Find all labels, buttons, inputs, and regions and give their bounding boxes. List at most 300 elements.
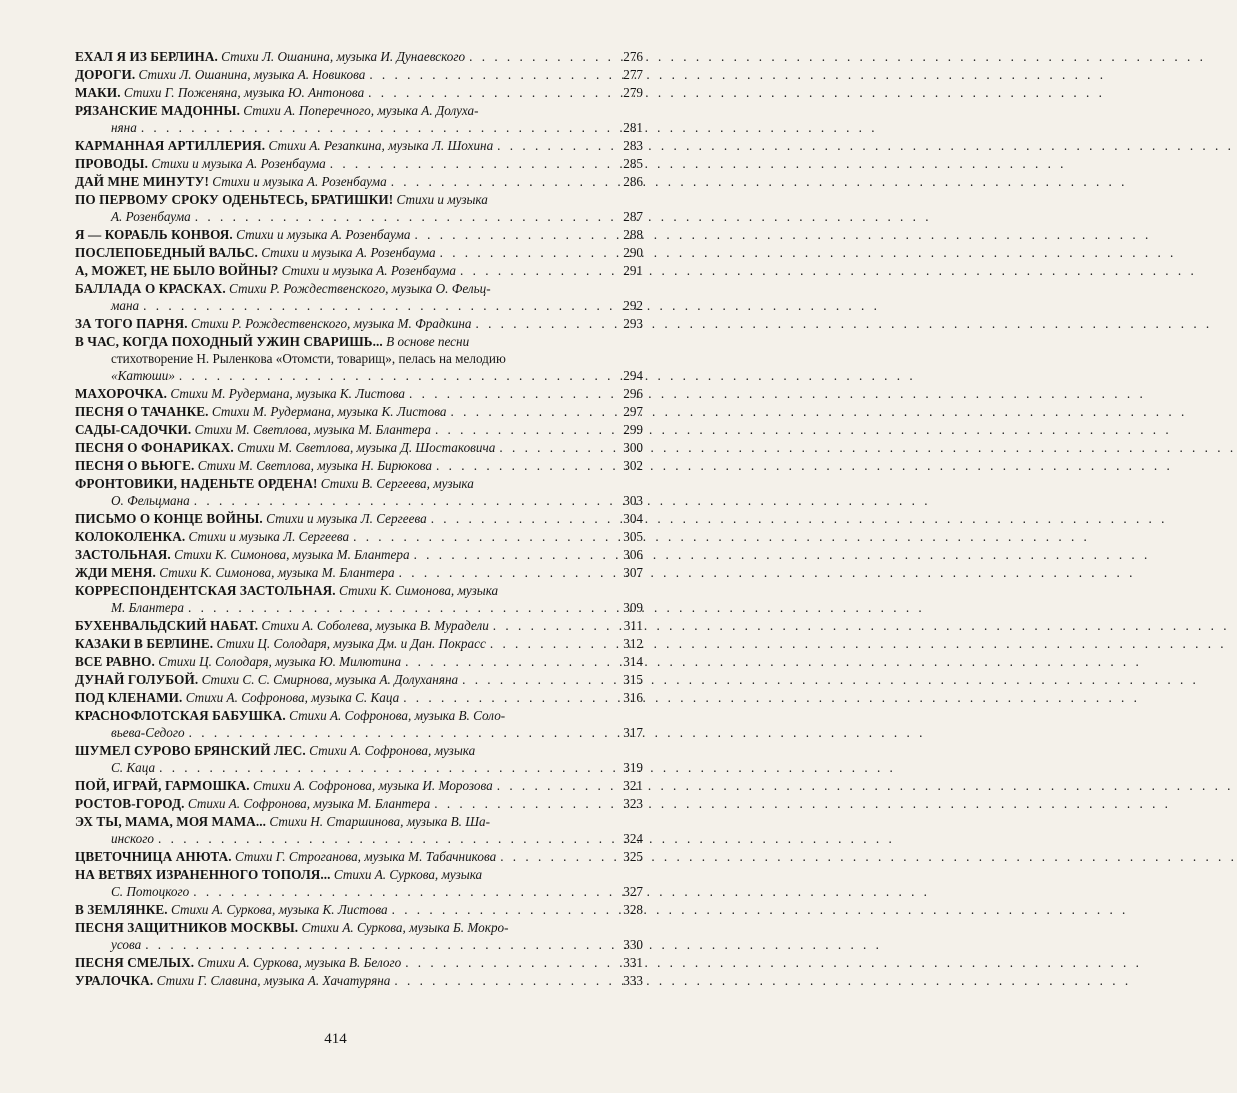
page-reference: 285 [623,156,643,171]
entry-continuation: няна [111,120,137,135]
song-title: КАРМАННАЯ АРТИЛЛЕРИЯ. [75,138,266,153]
song-credit: Стихи Ц. Солодаря, музыка Дм. и Дан. Покрасс [216,636,486,651]
leader-dots [330,155,609,172]
page-reference: 305 [623,529,643,544]
leader-dots [462,671,609,688]
page-reference: 281 [623,120,643,135]
song-title: РЯЗАНСКИЕ МАДОННЫ. [75,103,240,118]
toc-line [75,919,643,936]
song-credit: Стихи А. Софронова, музыка М. Блантера [187,796,431,811]
entry-text [75,315,471,332]
entry-text [75,848,496,865]
entry-text [75,919,509,936]
song-title: ПИСЬМО О КОНЦЕ ВОЙНЫ. [75,511,263,526]
page-reference: 309 [623,600,643,615]
page-reference: 303 [623,493,643,508]
toc-entry [75,48,643,65]
song-credit: Стихи М. Светлова, музыка М. Блантера [194,422,431,437]
song-title: ДАЙ МНЕ МИНУТУ! [75,174,209,189]
toc-entry [75,244,643,261]
page-reference: 300 [623,440,643,455]
toc-line [75,510,643,527]
page-reference: 306 [623,547,643,562]
toc-line [75,777,643,794]
toc-entry [75,439,643,456]
leader-dots [405,954,609,971]
entry-text [75,901,388,918]
song-credit: Стихи К. Симонова, музыка [338,583,499,598]
song-title: ЕХАЛ Я ИЗ БЕРЛИНА. [75,49,218,64]
leader-dots [143,297,609,314]
entry-text [75,439,495,456]
song-title: ПЕСНЯ О ВЬЮГЕ. [75,458,195,473]
entry-continuation: усова [111,937,142,952]
toc-line [75,439,643,456]
toc-line [75,492,643,509]
song-title: ЖДИ МЕНЯ. [75,565,156,580]
song-credit: Стихи С. С. Смирнова, музыка А. Долуханяна [201,672,459,687]
entry-text [75,707,505,724]
entry-continuation: А. Розенбаума [111,209,191,224]
toc-line [75,403,643,420]
page-reference: 324 [623,831,643,846]
toc-line [75,119,643,136]
song-credit: Стихи А. Суркова, музыка Б. Мокро- [301,920,509,935]
entry-text [75,546,410,563]
entry-text [75,954,401,971]
song-title: КРАСНОФЛОТСКАЯ БАБУШКА. [75,708,286,723]
page-reference: 292 [623,298,643,313]
leader-dots [353,528,609,545]
song-title: ПЕСНЯ О ТАЧАНКЕ. [75,404,209,419]
leader-dots [369,66,609,83]
page-reference: 287 [623,209,643,224]
song-credit: В основе песни [386,334,470,349]
leader-dots [435,421,609,438]
toc-line [75,582,643,599]
leader-dots [436,457,609,474]
toc-entry [75,385,643,402]
song-credit: Стихи Л. Ошанина, музыка А. Новикова [138,67,366,82]
entry-text [75,333,469,350]
toc-line [75,102,643,119]
toc-line [75,297,643,314]
toc-entry [75,137,643,154]
entry-text [75,866,482,883]
toc-entry [75,475,643,509]
toc-entry [75,102,643,136]
entry-continuation: О. Фельцмана [111,493,190,508]
toc-line [75,724,643,741]
entry-text [75,173,387,190]
leader-dots [193,883,609,900]
page-reference: 328 [623,902,643,917]
toc-entry [75,280,643,314]
song-title: ШУМЕЛ СУРОВО БРЯНСКИЙ ЛЕС. [75,743,306,758]
entry-text [75,582,498,599]
song-credit: Стихи К. Симонова, музыка М. Блантера [159,565,395,580]
toc-line [75,617,643,634]
leader-dots [194,492,609,509]
leader-dots [497,777,609,794]
song-title: А, МОЖЕТ, НЕ БЫЛО ВОЙНЫ? [75,263,279,278]
toc-line [75,954,643,971]
leader-dots [475,315,609,332]
entry-continuation: инского [111,831,154,846]
entry-text [75,972,390,989]
song-credit: Стихи и музыка А. Розенбаума [261,245,436,260]
song-title: ЗА ТОГО ПАРНЯ. [75,316,188,331]
leader-dots [493,617,609,634]
toc-entry [75,528,643,545]
leader-dots [188,599,609,616]
page-reference: 276 [623,49,643,64]
leader-dots [499,439,609,456]
toc-entry [75,226,643,243]
song-credit: Стихи Р. Рождественского, музыка М. Фрадкина [190,316,472,331]
song-credit: Стихи А. Софронова, музыка [309,743,476,758]
leader-dots [490,635,609,652]
page-reference: 283 [623,138,643,153]
toc-entry [75,191,643,225]
song-credit: Стихи Г. Поженяна, музыка Ю. Антонова [123,85,365,100]
page-reference: 290 [623,245,643,260]
toc-line [75,208,643,225]
toc-entry [75,617,643,634]
toc-line [75,707,643,724]
entry-text [75,528,349,545]
page-reference: 319 [623,760,643,775]
song-credit: Стихи А. Суркова, музыка [333,867,483,882]
song-title: ПОД КЛЕНАМИ. [75,690,183,705]
page-reference: 291 [623,263,643,278]
entry-text [75,777,493,794]
song-credit: Стихи А. Суркова, музыка В. Белого [197,955,402,970]
entry-text [75,102,478,119]
entry-continuation: вьева-Седого [111,725,185,740]
page-reference: 331 [623,955,643,970]
song-credit: Стихи М. Рудермана, музыка К. Листова [170,386,405,401]
toc-line [75,244,643,261]
toc-entry [75,742,643,776]
toc-line [75,191,643,208]
entry-continuation: С. Потоцкого [111,884,190,899]
song-credit: Стихи и музыка А. Розенбаума [281,263,457,278]
entry-text [75,617,489,634]
leader-dots [195,208,609,225]
page-reference: 293 [623,316,643,331]
leader-dots [405,653,609,670]
song-credit: Стихи В. Сергеева, музыка [320,476,474,491]
entry-text [75,475,474,492]
toc-line [75,795,643,812]
entry-text [75,813,490,830]
toc-line [75,883,643,900]
toc-entry [75,813,643,847]
entry-text [75,635,486,652]
song-title: ПРОВОДЫ. [75,156,149,171]
song-title: УРАЛОЧКА. [75,973,154,988]
toc-line [75,848,643,865]
toc-entry [75,333,643,384]
song-title: ДУНАЙ ГОЛУБОЙ. [75,672,199,687]
toc-entry [75,66,643,83]
song-title: БУХЕНВАЛЬДСКИЙ НАБАТ. [75,618,259,633]
song-title: РОСТОВ-ГОРОД. [75,796,185,811]
song-credit: Стихи М. Светлова, музыка Н. Бирюкова [197,458,433,473]
toc-entry [75,795,643,812]
song-title: МАХОРОЧКА. [75,386,168,401]
toc-entry [75,671,643,688]
table-of-contents [75,48,643,990]
leader-dots [409,385,609,402]
song-title: ПЕСНЯ О ФОНАРИКАХ. [75,440,234,455]
entry-text [75,653,401,670]
toc-line [75,599,643,616]
song-credit: Стихи Н. Старшинова, музыка В. Ша- [269,814,490,829]
song-title: КАЗАКИ В БЕРЛИНЕ. [75,636,214,651]
toc-entry [75,689,643,706]
page-reference: 323 [623,796,643,811]
toc-line [75,901,643,918]
toc-line [75,671,643,688]
page-reference: 330 [623,937,643,952]
song-title: ЦВЕТОЧНИЦА АНЮТА. [75,849,232,864]
leader-dots [391,173,609,190]
song-title: ДОРОГИ. [75,67,136,82]
toc-line [75,759,643,776]
leader-dots [440,244,609,261]
entry-text [75,280,491,297]
song-title: В ЧАС, КОГДА ПОХОДНЫЙ УЖИН СВАРИШЬ... [75,334,383,349]
leader-dots [392,901,609,918]
toc-line [75,173,643,190]
song-title: Я — КОРАБЛЬ КОНВОЯ. [75,227,233,242]
toc-entry [75,848,643,865]
toc-entry [75,510,643,527]
song-title: ПОСЛЕПОБЕДНЫЙ ВАЛЬС. [75,245,258,260]
toc-entry [75,421,643,438]
page-reference: 327 [623,884,643,899]
toc-entry [75,546,643,563]
toc-entry [75,457,643,474]
toc-entry [75,262,643,279]
song-credit: Стихи А. Суркова, музыка К. Листова [170,902,388,917]
song-credit: Стихи М. Светлова, музыка Д. Шостаковича [237,440,496,455]
song-credit: Стихи А. Софронова, музыка С. Каца [185,690,400,705]
entry-text [75,564,395,581]
toc-line [75,155,643,172]
page-reference: 315 [623,672,643,687]
song-credit: Стихи А. Соболева, музыка В. Мурадели [261,618,489,633]
entry-text [75,510,427,527]
toc-entry [75,173,643,190]
entry-continuation: мана [111,298,140,313]
entry-text [75,226,411,243]
song-credit: Стихи и музыка А. Розенбаума [212,174,387,189]
page-reference: 299 [623,422,643,437]
song-title: САДЫ-САДОЧКИ. [75,422,192,437]
page-reference: 296 [623,386,643,401]
song-title: ЗАСТОЛЬНАЯ. [75,547,171,562]
page-reference: 333 [623,973,643,988]
entry-text [75,84,364,101]
entry-continuation: «Катюши» [111,368,175,383]
toc-entry [75,582,643,616]
song-credit: Стихи А. Софронова, музыка В. Соло- [289,708,506,723]
entry-text [75,137,493,154]
toc-line [75,333,643,350]
leader-dots [497,137,609,154]
song-title: ПО ПЕРВОМУ СРОКУ ОДЕНЬТЕСЬ, БРАТИШКИ! [75,192,394,207]
page-reference: 312 [623,636,643,651]
leader-dots [500,848,609,865]
leader-dots [394,972,609,989]
toc-line [75,66,643,83]
toc-entry [75,972,643,989]
entry-text [75,385,405,402]
song-title: КОЛОКОЛЕНКА. [75,529,186,544]
toc-line [75,830,643,847]
toc-line [75,936,643,953]
toc-entry [75,403,643,420]
song-credit: Стихи А. Резапкина, музыка Л. Шохина [268,138,494,153]
toc-entry [75,777,643,794]
toc-line [75,742,643,759]
song-title: ВСЕ РАВНО. [75,654,155,669]
song-credit: Стихи и музыка [396,192,488,207]
song-credit: Стихи и музыка Л. Сергеева [188,529,350,544]
leader-dots [141,119,609,136]
entry-text [75,421,431,438]
toc-line [75,367,643,384]
entry-text [75,403,447,420]
page-reference: 314 [623,654,643,669]
leader-dots [145,936,609,953]
toc-line [75,528,643,545]
toc-line [75,813,643,830]
toc-entry [75,707,643,741]
leader-dots [399,564,609,581]
toc-line [75,315,643,332]
page-reference: 321 [623,778,643,793]
toc-line [75,653,643,670]
song-title: МАКИ. [75,85,121,100]
song-credit: Стихи А. Поперечного, музыка А. Долуха- [243,103,479,118]
toc-line [75,866,643,883]
page-reference: 297 [623,404,643,419]
song-credit: Стихи Ц. Солодаря, музыка Ю. Милютина [158,654,402,669]
toc-line [75,350,643,367]
leader-dots [158,830,609,847]
song-credit: Стихи М. Рудермана, музыка К. Листова [211,404,447,419]
song-credit: Стихи и музыка А. Розенбаума [151,156,326,171]
toc-entry [75,954,643,971]
toc-line [75,280,643,297]
toc-entry [75,635,643,652]
leader-dots [179,367,609,384]
entry-continuation: М. Блантера [111,600,184,615]
page-reference: 294 [623,368,643,383]
toc-line [75,48,643,65]
song-credit: Стихи Г. Славина, музыка А. Хачатуряна [156,973,391,988]
song-credit: Стихи и музыка А. Розенбаума [236,227,411,242]
song-credit: Стихи К. Симонова, музыка М. Блантера [174,547,410,562]
toc-line [75,137,643,154]
song-title: БАЛЛАДА О КРАСКАХ. [75,281,226,296]
song-credit: Стихи Л. Ошанина, музыка И. Дунаевского [221,49,466,64]
leader-dots [403,689,609,706]
page-reference: 277 [623,67,643,82]
toc-line [75,262,643,279]
toc-entry [75,84,643,101]
page-reference: 325 [623,849,643,864]
page-reference: 288 [623,227,643,242]
entry-text [75,48,465,65]
toc-entry [75,919,643,953]
song-title: ФРОНТОВИКИ, НАДЕНЬТЕ ОРДЕНА! [75,476,318,491]
page-reference: 317 [623,725,643,740]
toc-entry [75,653,643,670]
song-credit: Стихи и музыка Л. Сергеева [266,511,427,526]
toc-line [75,385,643,402]
entry-text [75,191,488,208]
entry-text [75,671,458,688]
leader-dots [159,759,609,776]
page-reference: 316 [623,690,643,705]
page-reference: 286 [623,174,643,189]
song-title: ПЕСНЯ СМЕЛЫХ. [75,955,195,970]
page-reference: 302 [623,458,643,473]
entry-text [75,457,432,474]
toc-line [75,84,643,101]
entry-continuation: стихотворение Н. Рыленкова «Отомсти, товарищ», пелась на мелодию [111,351,506,366]
page-reference: 304 [623,511,643,526]
song-credit: Стихи Р. Рождественского, музыка О. Фельц- [229,281,491,296]
leader-dots [469,48,609,65]
toc-line [75,475,643,492]
song-title: В ЗЕМЛЯНКЕ. [75,902,168,917]
toc-line [75,421,643,438]
entry-text [75,742,475,759]
leader-dots [189,724,609,741]
entry-text [75,689,399,706]
toc-entry [75,155,643,172]
leader-dots [414,546,609,563]
toc-line [75,972,643,989]
song-title: НА ВЕТВЯХ ИЗРАНЕННОГО ТОПОЛЯ... [75,867,331,882]
leader-dots [431,510,609,527]
entry-text [75,262,456,279]
page-reference: 307 [623,565,643,580]
leader-dots [451,403,609,420]
toc-entry [75,866,643,900]
song-title: ПЕСНЯ ЗАЩИТНИКОВ МОСКВЫ. [75,920,299,935]
entry-continuation: С. Каца [111,760,156,775]
toc-line [75,226,643,243]
entry-text [75,795,430,812]
page-reference: 279 [623,85,643,100]
page-number: 414 [324,1031,347,1047]
song-title: ПОЙ, ИГРАЙ, ГАРМОШКА. [75,778,250,793]
leader-dots [368,84,609,101]
toc-entry [75,901,643,918]
toc-line [75,546,643,563]
entry-text [75,66,365,83]
toc-line [75,457,643,474]
song-credit: Стихи А. Софронова, музыка И. Морозова [253,778,493,793]
page-reference: 311 [623,618,643,633]
